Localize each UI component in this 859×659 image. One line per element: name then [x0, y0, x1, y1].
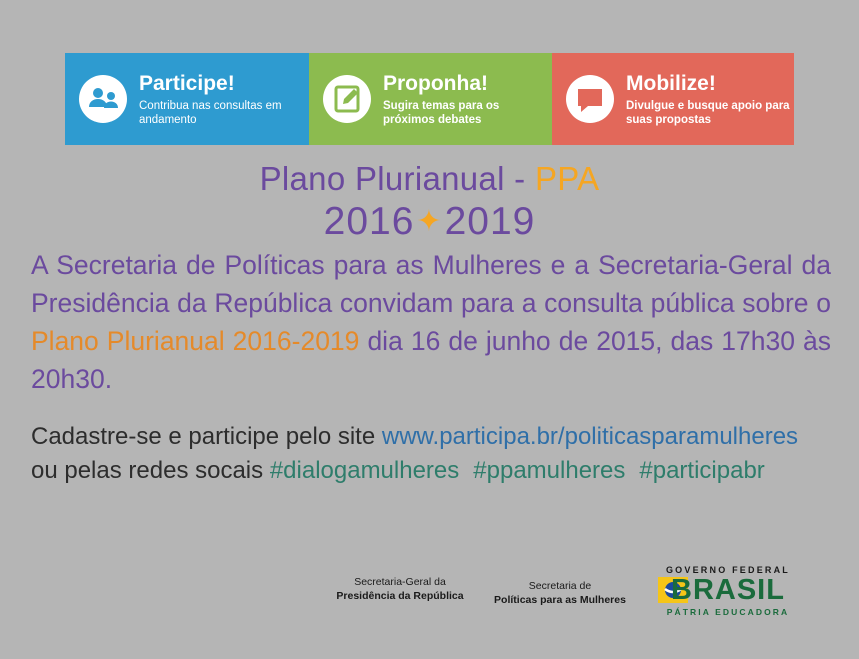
page-title-years — [0, 200, 859, 244]
cta-card-title: Proponha! — [383, 71, 488, 95]
speech-bubble-icon — [566, 75, 614, 123]
cta-card-subtitle: Divulgue e busque apoio para suas propostas — [626, 99, 790, 126]
logo-secretaria-geral — [325, 575, 475, 603]
invitation-part1: A Secretaria de Políticas para as Mulheres e a Secretaria-Geral da Presidência da República convidam para a consulta pública sobre o — [31, 250, 831, 318]
pencil-document-icon — [323, 75, 371, 123]
page-title-main: Plano Plurianual - — [259, 160, 535, 197]
hashtag-dialogamulheres[interactable]: #dialogamulheres — [269, 457, 460, 484]
participa-url-link[interactable]: www.participa.br/politicasparamulheres — [381, 423, 799, 450]
logo-governo-federal — [648, 565, 808, 621]
gov-brasil-wordmark: BRASIL — [671, 574, 785, 606]
cta-card-participe[interactable] — [65, 53, 309, 145]
invitation-highlight: Plano Plurianual 2016-2019 — [31, 326, 360, 356]
cta-banner — [65, 53, 794, 145]
footer-logos — [0, 565, 859, 625]
logo-sg-line1: Secretaria-Geral da — [354, 576, 446, 588]
gov-federal-label: GOVERNO FEDERAL — [665, 565, 790, 575]
page-title-accent: PPA — [534, 160, 600, 197]
site-line1-prefix: Cadastre-se e participe pelo site — [31, 423, 382, 450]
cta-card-proponha[interactable] — [309, 53, 552, 145]
logo-spm-line1: Secretaria de — [528, 580, 592, 592]
cta-card-mobilize[interactable] — [552, 53, 794, 145]
cta-card-subtitle: Sugira temas para os próximos debates — [383, 99, 500, 126]
participation-paragraph — [31, 420, 846, 488]
hashtag-participabr[interactable]: #participabr — [639, 457, 765, 484]
cta-card-subtitle: Contribua nas consultas em andamento — [139, 99, 282, 126]
logo-spm-line2: Políticas para as Mulheres — [494, 594, 626, 606]
people-group-icon — [79, 75, 127, 123]
logo-sg-line2: Presidência da República — [336, 590, 464, 602]
year-start: 2016 — [323, 200, 415, 243]
logo-secretaria-politicas-mulheres — [485, 579, 635, 607]
site-line2-prefix: ou pelas redes socais — [31, 457, 270, 484]
gov-slogan: PÁTRIA EDUCADORA — [666, 607, 790, 617]
year-end: 2019 — [444, 200, 536, 243]
cta-card-title: Participe! — [139, 71, 235, 95]
hashtag-ppamulheres[interactable]: #ppamulheres — [473, 457, 626, 484]
invitation-paragraph — [31, 246, 831, 398]
cta-card-title: Mobilize! — [626, 71, 716, 95]
page-title — [0, 160, 859, 198]
invitation-part2: dia 16 de junho de 2015, das 17h30 às 20h30. — [31, 326, 831, 394]
year-separator-icon: ✦ — [416, 205, 443, 238]
